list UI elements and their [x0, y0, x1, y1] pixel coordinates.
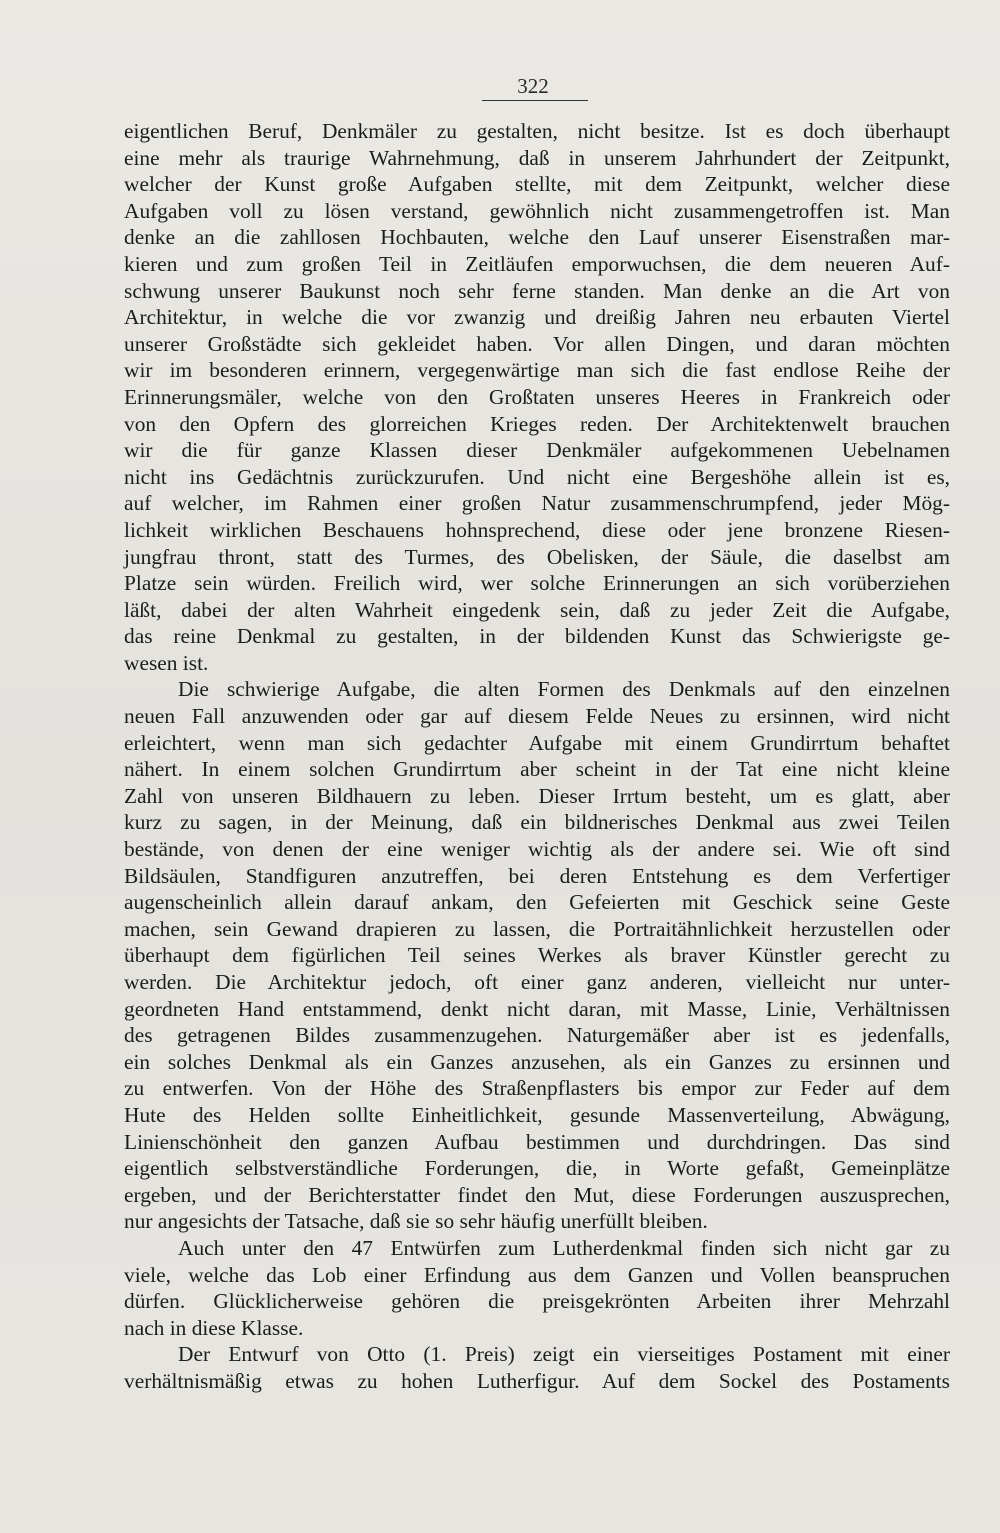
text-line: auf welcher, im Rahmen einer großen Natur zusammenschrumpfend, jeder Mög- [124, 491, 950, 516]
text-line: eigentlich selbstverständliche Forderungen, die, in Worte gefaßt, Gemeinplätze [124, 1156, 950, 1181]
text-line: Platze sein würden. Freilich wird, wer solche Erinnerungen an sich vorüberziehen [124, 571, 950, 596]
text-line: zu entwerfen. Von der Höhe des Straßenpflasters bis empor zur Feder auf dem [124, 1076, 950, 1101]
text-line: nähert. In einem solchen Grundirrtum aber scheint in der Tat eine nicht kleine [124, 757, 950, 782]
text-line: Hute des Helden sollte Einheitlichkeit, gesunde Massenverteilung, Abwägung, [124, 1102, 950, 1127]
text-line: welcher der Kunst große Aufgaben stellte, mit dem Zeitpunkt, welcher diese [124, 172, 950, 197]
text-line: erleichtert, wenn man sich gedachter Aufgabe mit einem Grundirrtum behaftet [124, 730, 950, 755]
text-line: Auch unter den 47 Entwürfen zum Lutherdenkmal finden sich nicht gar zu [178, 1235, 950, 1260]
text-line: kieren und zum großen Teil in Zeitläufen emporwuchsen, die dem neueren Auf- [124, 251, 950, 276]
text-line: wir die für ganze Klassen dieser Denkmäler aufgekommenen Uebelnamen [124, 438, 950, 463]
text-line: eigentlichen Beruf, Denkmäler zu gestalten, nicht besitze. Ist es doch überhaupt [124, 119, 950, 143]
text-line: werden. Die Architektur jedoch, oft einer ganz anderen, vielleicht nur unter- [124, 970, 950, 994]
text-line: überhaupt dem figürlichen Teil seines Werkes als braver Künstler gerecht zu [124, 943, 950, 968]
text-line: wesen ist. [124, 650, 209, 675]
text-line: neuen Fall anzuwenden oder gar auf diesem Felde Neues zu ersinnen, wird nicht [124, 704, 950, 729]
text-line: kurz zu sagen, in der Meinung, daß ein bildnerisches Denkmal aus zwei Teilen [124, 810, 950, 835]
text-line: machen, sein Gewand drapieren zu lassen, die Portraitähnlichkeit herzustellen oder [124, 916, 950, 941]
text-line: augenscheinlich allein darauf ankam, den Gefeierten mit Geschick seine Geste [124, 890, 950, 915]
text-line: Aufgaben voll zu lösen verstand, gewöhnlich nicht zusammengetroffen ist. Man [124, 198, 950, 223]
text-line: jungfrau thront, statt des Turmes, des Obelisken, der Säule, die daselbst am [124, 544, 950, 569]
text-line: Bildsäulen, Standfiguren anzutreffen, bei deren Entstehung es dem Verfertiger [124, 863, 950, 888]
text-line: Architektur, in welche die vor zwanzig und dreißig Jahren neu erbauten Viertel [124, 305, 950, 330]
text-line: denke an die zahllosen Hochbauten, welche den Lauf unserer Eisenstraßen mar- [124, 225, 950, 250]
text-line: nur angesichts der Tatsache, daß sie so sehr häufig unerfüllt bleiben. [124, 1209, 708, 1234]
text-line: von den Opfern des glorreichen Krieges reden. Der Architektenwelt brauchen [124, 411, 950, 436]
text-line: bestände, von denen der eine weniger wichtig als der andere sei. Wie oft sind [124, 837, 950, 862]
text-line: wir im besonderen erinnern, vergegenwärtige man sich die fast endlose Reihe der [124, 358, 950, 383]
text-line: Erinnerungsmäler, welche von den Großtaten unseres Heeres in Frankreich oder [124, 384, 950, 409]
page-number: 322 [517, 74, 549, 98]
text-line: nach in diese Klasse. [124, 1315, 304, 1340]
text-line: Linienschönheit den ganzen Aufbau bestimmen und durchdringen. Das sind [124, 1129, 950, 1154]
text-line: viele, welche das Lob einer Erfindung aus dem Ganzen und Vollen beanspruchen [124, 1262, 950, 1287]
text-line: eine mehr als traurige Wahrnehmung, daß in unserem Jahrhundert der Zeitpunkt, [124, 145, 950, 170]
text-line: dürfen. Glücklicherweise gehören die preisgekrönten Arbeiten ihrer Mehrzahl [124, 1289, 950, 1314]
text-line: lichkeit wirklichen Beschauens hohnsprechend, diese oder jene bronzene Riesen- [124, 517, 950, 542]
body-text [124, 118, 950, 1395]
text-line: geordneten Hand entstammend, denkt nicht daran, mit Masse, Linie, Verhältnissen [124, 996, 950, 1021]
text-line: verhältnismäßig etwas zu hohen Lutherfigur. Auf dem Sockel des Postaments [124, 1368, 950, 1393]
text-line: Der Entwurf von Otto (1. Preis) zeigt ein vierseitiges Postament mit einer [178, 1342, 950, 1367]
text-line: Die schwierige Aufgabe, die alten Formen des Denkmals auf den einzelnen [178, 677, 950, 702]
header-rule [482, 100, 588, 101]
text-line: das reine Denkmal zu gestalten, in der bildenden Kunst das Schwierigste ge- [124, 624, 950, 649]
text-line: Zahl von unseren Bildhauern zu leben. Dieser Irrtum besteht, um es glatt, aber [124, 783, 950, 808]
text-line: ein solches Denkmal als ein Ganzes anzusehen, als ein Ganzes zu ersinnen und [124, 1049, 950, 1074]
text-line: schwung unserer Baukunst noch sehr ferne standen. Man denke an die Art von [124, 278, 950, 303]
text-line: unserer Großstädte sich gekleidet haben. Vor allen Dingen, und daran möchten [124, 331, 950, 356]
text-line: des getragenen Bildes zusammenzugehen. Naturgemäßer aber ist es jedenfalls, [124, 1023, 950, 1048]
text-line: läßt, dabei der alten Wahrheit eingedenk sein, daß zu jeder Zeit die Aufgabe, [124, 597, 950, 622]
text-line: nicht ins Gedächtnis zurückzurufen. Und nicht eine Bergeshöhe allein ist es, [124, 464, 950, 489]
text-line: ergeben, und der Berichterstatter findet den Mut, diese Forderungen auszusprechen, [124, 1182, 950, 1207]
